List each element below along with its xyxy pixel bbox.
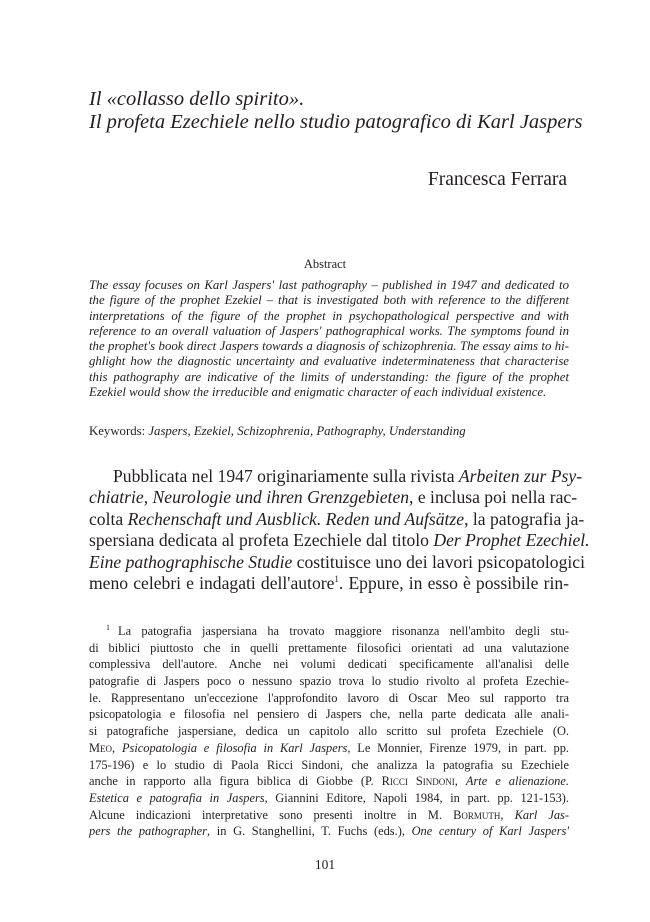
abstract-heading: Abstract (303, 257, 347, 271)
footnote-line: $^1$ La patografia jaspersiana ha trovato maggiore risonanza nell'ambito degli stu- (106, 623, 569, 638)
abstract-line: the prophet's book direct Jaspers towards a diagnosis of schizophrenia. The essay aims to hi- (89, 339, 569, 354)
article-title (89, 88, 583, 134)
body-line: meno celebri e indagati dell'autore$^1$. Eppure, in esso è possibile rin- (89, 572, 569, 593)
body-line: chiatrie, Neurologie und ihren Grenzgebieten, e inclusa poi nella rac- (89, 487, 578, 508)
footnote-reference: 1 (334, 573, 339, 584)
abstract-text (89, 278, 569, 400)
footnote-line: le. Rappresentano un'eccezione l'approfondito lavoro di Oscar Meo sul rapporto tra (89, 690, 569, 705)
body-line: Eine pathographische Studie costituisce uno dei lavori psicopatologici (89, 551, 585, 572)
footnote-line: di biblici piuttosto che in quelli prettamente filosofici orientati ad una valutazione (89, 640, 569, 655)
footnote-line: psicopatologia e filosofia nel pensiero di Jaspers che, nella parte dedicata alle anali- (89, 707, 569, 722)
footnote-line: 175-196) e lo studio di Paola Ricci Sindoni, che analizza la patografia su Ezechiele (89, 757, 569, 772)
footnote (89, 623, 569, 840)
body-line: colta Rechenschaft und Ausblick. Reden und Aufsätze, la patografia ja- (89, 508, 585, 529)
body-line: Pubblicata nel 1947 originariamente sulla rivista Arbeiten zur Psy- (113, 466, 583, 486)
body-paragraph (89, 466, 590, 594)
abstract-line: this pathography are indicative of the limits of understanding: the figure of the prophet (89, 369, 569, 384)
footnote-line: complessiva dell'autore. Anche nei volumi dedicati specificamente all'analisi delle (89, 657, 569, 672)
footnote-line: Meo, Psicopatologia e filosofia in Karl Jaspers, Le Monnier, Firenze 1979, in part. pp. (89, 740, 569, 755)
footnote-number: 1 (106, 623, 110, 632)
author-name: Francesca Ferrara (427, 169, 567, 190)
abstract-line: ghlight how the diagnostic uncertainty and evaluative indeterminateness that characterise (89, 354, 569, 369)
abstract-line: The essay focuses on Karl Jaspers' last pathography – published in 1947 and dedicated to (89, 278, 569, 292)
footnote-line: patografie di Jaspers poco o nessuno spazio trova lo studio rivolto al profeta Ezechie- (89, 674, 569, 689)
footnote-line: Alcune indicazioni interpretative sono presenti inoltre in M. Bormuth, Karl Jas- (89, 807, 570, 822)
keywords-label: Keywords: (89, 424, 146, 438)
page-number: 101 (314, 857, 336, 872)
body-line: spersiana dedicata al profeta Ezechiele dal titolo Der Prophet Ezechiel. (89, 530, 590, 551)
title-line-2: Il profeta Ezechiele nello studio patografico di Karl Jaspers (89, 111, 583, 133)
keywords-values: Jaspers, Ezekiel, Schizophrenia, Pathography, Understanding (148, 424, 466, 438)
abstract-line: interpretations of the figure of the prophet in psychopathological perspective and with (89, 308, 569, 323)
footnote-line: anche in rapporto alla figura biblica di Giobbe (P. Ricci Sindoni, Arte e alienazione. (89, 774, 569, 789)
abstract-line: the figure of the prophet Ezekiel – that is investigated both with reference to the different (89, 293, 569, 308)
footnote-line: si patografiche jaspersiane, dedica un capitolo allo scritto sul profeta Ezechiele (O. (89, 724, 569, 739)
title-line-1: Il «collasso dello spirito». (89, 88, 305, 110)
keywords (89, 423, 569, 439)
abstract-line: reference to an overall valuation of Jaspers' pathographical works. The symptoms found in (89, 323, 569, 338)
abstract-line: Ezekiel would show the irreducible and enigmatic character of each individual existence. (89, 385, 547, 400)
footnote-line: Estetica e patografia in Jaspers, Giannini Editore, Napoli 1984, in part. pp. 121-153). (89, 790, 569, 805)
footnote-line: pers the pathographer, in G. Stanghellini, T. Fuchs (eds.), One century of Karl Jaspers' (89, 824, 569, 839)
